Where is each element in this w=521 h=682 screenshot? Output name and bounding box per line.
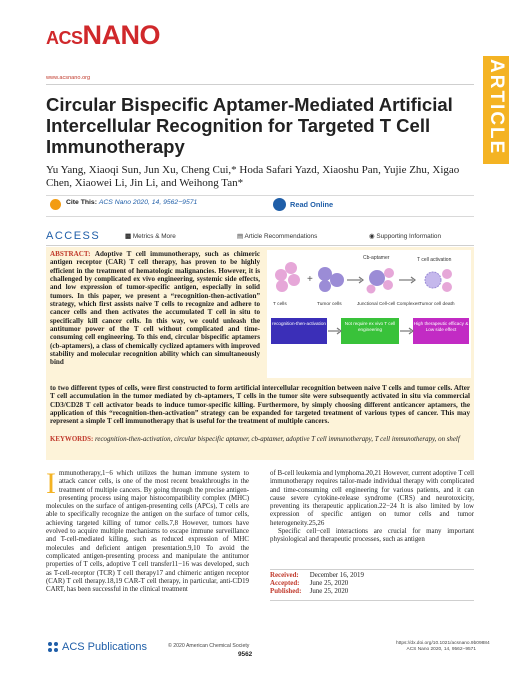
complex-t-cell xyxy=(383,280,393,290)
recommendations-link[interactable] xyxy=(237,232,317,240)
published-row xyxy=(270,588,474,596)
journal-logo xyxy=(46,22,160,49)
box-strategy-text: recognition-then-activation xyxy=(272,321,326,326)
cite-label: Cite This: xyxy=(66,199,97,206)
section-tab-label: ARTICLE xyxy=(486,59,507,156)
acs-publications-logo-icon xyxy=(46,640,60,654)
metrics-link[interactable] xyxy=(125,232,176,240)
supporting-label: Supporting Information xyxy=(376,233,442,240)
label-junctional: Junctional Cell-cell Complexes xyxy=(357,301,420,306)
article-authors: Yu Yang, Xiaoqi Sun, Jun Xu, Cheng Cui,* Hoda Safari Yazd, Xiaoshu Pan, Yujie Zhu, Xigao Chen, Xiaowei Li, Jin Li, and Weihong Tan* xyxy=(46,164,460,189)
svg-text:+: + xyxy=(307,274,313,285)
accepted-label: Accepted: xyxy=(270,580,300,588)
tumor-cell xyxy=(318,267,332,281)
abstract-label: ABSTRACT: xyxy=(50,250,91,258)
read-online-button[interactable]: Read Online xyxy=(290,200,334,209)
label-cb-aptamer: Cb-aptamer xyxy=(363,255,390,261)
t-cell xyxy=(276,280,288,292)
abstract-part2: to two different types of cells, were first constructed to form artificial intercellular recognition between naive T cells and tumor cells. After T cell accumulation in the tumor mediated by cb-aptamers, T cells in the tumor site were subsequently activated in situ via commercial CD3/CD28 T cell activator beads to induce tumor-specific killing. Furthermore, by simply choosing different anticancer aptamers, the application of this “recognition-then-activation” strategy can be expanded for targeted treatment of various types of cancer. This may represent a simple T cell immunotherapy that is useful for the treatment of multiple cancers. xyxy=(50,384,470,426)
cite-reference[interactable]: ACS Nano 2020, 14, 9562−9571 xyxy=(98,199,198,206)
article-title: Circular Bispecific Aptamer-Mediated Artificial Intercellular Recognition for Targeted T Cell Immunotherapy xyxy=(46,94,453,157)
accepted-date: June 25, 2020 xyxy=(309,580,349,588)
info-icon: ◉ xyxy=(369,233,375,240)
body-left-column xyxy=(46,467,249,594)
accepted-row xyxy=(270,580,474,588)
label-tumor-death: Tumor cell death xyxy=(419,302,455,307)
logo-nano: NANO xyxy=(82,20,161,50)
label-t-cell-activation: T cell activation xyxy=(417,257,452,263)
t-cell xyxy=(285,262,297,274)
abstract-text-top xyxy=(50,250,260,367)
received-row xyxy=(270,572,474,580)
tumor-cell xyxy=(330,273,344,287)
doi-link[interactable]: https://dx.doi.org/10.1021/acsnano.9b09884 xyxy=(396,641,490,646)
dying-tumor-cell xyxy=(425,272,441,288)
received-label: Received: xyxy=(270,572,299,579)
t-cell xyxy=(275,269,287,281)
dates-box xyxy=(270,569,474,601)
abstract-text-bottom xyxy=(50,384,470,426)
complex-t-cell xyxy=(384,268,394,278)
drop-cap: I xyxy=(46,467,56,500)
complex-tumor-cell xyxy=(369,270,385,286)
keywords-label: KEYWORDS: xyxy=(50,436,94,443)
journal-url[interactable]: www.acsnano.org xyxy=(46,75,91,81)
copyright: © 2020 American Chemical Society xyxy=(168,643,250,649)
metrics-label: Metrics & More xyxy=(132,233,176,240)
cite-this[interactable] xyxy=(66,199,197,206)
keywords xyxy=(50,436,470,444)
received-date: December 16, 2019 xyxy=(309,572,364,579)
logo-acs: ACS xyxy=(46,28,83,48)
right-paragraph-2: Specific cell−cell interactions are crucial for many important physiological and therapeutic processes, such as antigen xyxy=(270,528,474,544)
page-number: 9562 xyxy=(238,651,253,658)
graphical-abstract xyxy=(267,250,471,378)
supporting-info-link[interactable] xyxy=(369,232,441,240)
access-label: ACCESS xyxy=(46,230,101,242)
left-paragraph: mmunotherapy,1−6 which utilizes the human immune system to attack cancer cells, is one of the most recent breakthroughs in the treatment of multiple cancers. By going through the precise antigen-presenting process using major histocompatibility complex (MHC) molecules on the surface of antigen-presenting cells (APCs), T cells are able to specifically recognize the antigen on the surface of tumor cells, achieving targeted killing of tumor cells.7,8 However, tumors have evolved to acquire multiple mechanisms to escape immune surveillance and T-cell-mediated killing, such as reduced expression of MHC molecules and deficient antigen presentation.9,10 To avoid the complicated antigen-presenting process and manipulate the antitumor properties of T cells, adoptive T cell transfer11−16 was developed, such as T-cell-receptor (TCR) T cell therapy17 and chimeric antigen receptor (CAR) T cell therapy.18,19 CAR-T cell therapy, in particular, anti-CD19 CART, has been successful in the clinical treatment xyxy=(46,470,249,594)
box-no-engineering-text: Not require ex vivo T cell engineering xyxy=(344,321,396,332)
recommendations-label: Article Recommendations xyxy=(244,233,318,240)
abstract-part1: Adoptive T cell immunotherapy, such as chimeric antigen receptor (CAR) T cell therapy, has proven to be highly efficient in the treatment of hematologic malignancies. However, it is challenged by complicated ex vivo engineering, systemic side effects, and low expression of tumor-specific antigen, especially in solid tumors. In this paper, we present a “recognition-then-activation” strategy, which first assists naive T cells to recognize and adhere to cancer cells and then activates the accumulated T cell in situ to specifically kill cancer cells. In this way, we could unleash the antitumor power of the T cell without complicated and time-consuming cell engineering. To this end, circular bispecific aptamers (cb-aptamers), a class of chemically cyclized aptamers with improved stability and molecular recognition ability which can simultaneously bind xyxy=(50,250,260,367)
document-icon: ▤ xyxy=(237,233,244,240)
graphical-abstract-svg xyxy=(267,250,471,378)
body-right-column xyxy=(270,470,474,545)
journal-pages: ACS Nano 2020, 14, 9562−9571 xyxy=(406,647,476,652)
box-efficacy-text: High therapeutic efficacy & Low side effect xyxy=(413,321,469,332)
read-online-icon[interactable] xyxy=(273,198,286,211)
label-t-cells: T cells xyxy=(273,302,287,307)
cite-icon xyxy=(50,199,61,210)
access-divider xyxy=(46,245,474,246)
published-date: June 25, 2020 xyxy=(309,588,349,596)
doi-block xyxy=(396,641,490,653)
published-label: Published: xyxy=(270,588,302,596)
publisher-name[interactable]: ACS Publications xyxy=(62,641,147,653)
right-paragraph-1: of B-cell leukemia and lymphoma.20,21 However, current adoptive T cell immunotherapy requires tailor-made individual therapy with complicated and time-consuming cell engineering for various patients, and it can cause severe cytokine-release syndrome (CRS) and neurotoxicity, preventing its therapeutic application.22−24 It is also limited by low expression of specific antigen on tumor cells and tumor heterogeneity.25,26 xyxy=(270,470,474,527)
tumor-cell xyxy=(319,280,331,292)
header-divider xyxy=(46,84,474,85)
section-tab xyxy=(483,56,509,164)
t-cell xyxy=(288,274,300,286)
bar-chart-icon: ▩ xyxy=(125,233,132,240)
label-tumor-cells: Tumor cells xyxy=(317,302,342,307)
keywords-text: recognition-then-activation, circular bispecific aptamer, cb-aptamer, adoptive T cell immunotherapy, T cell immunotherapy, on shelf xyxy=(95,436,460,443)
